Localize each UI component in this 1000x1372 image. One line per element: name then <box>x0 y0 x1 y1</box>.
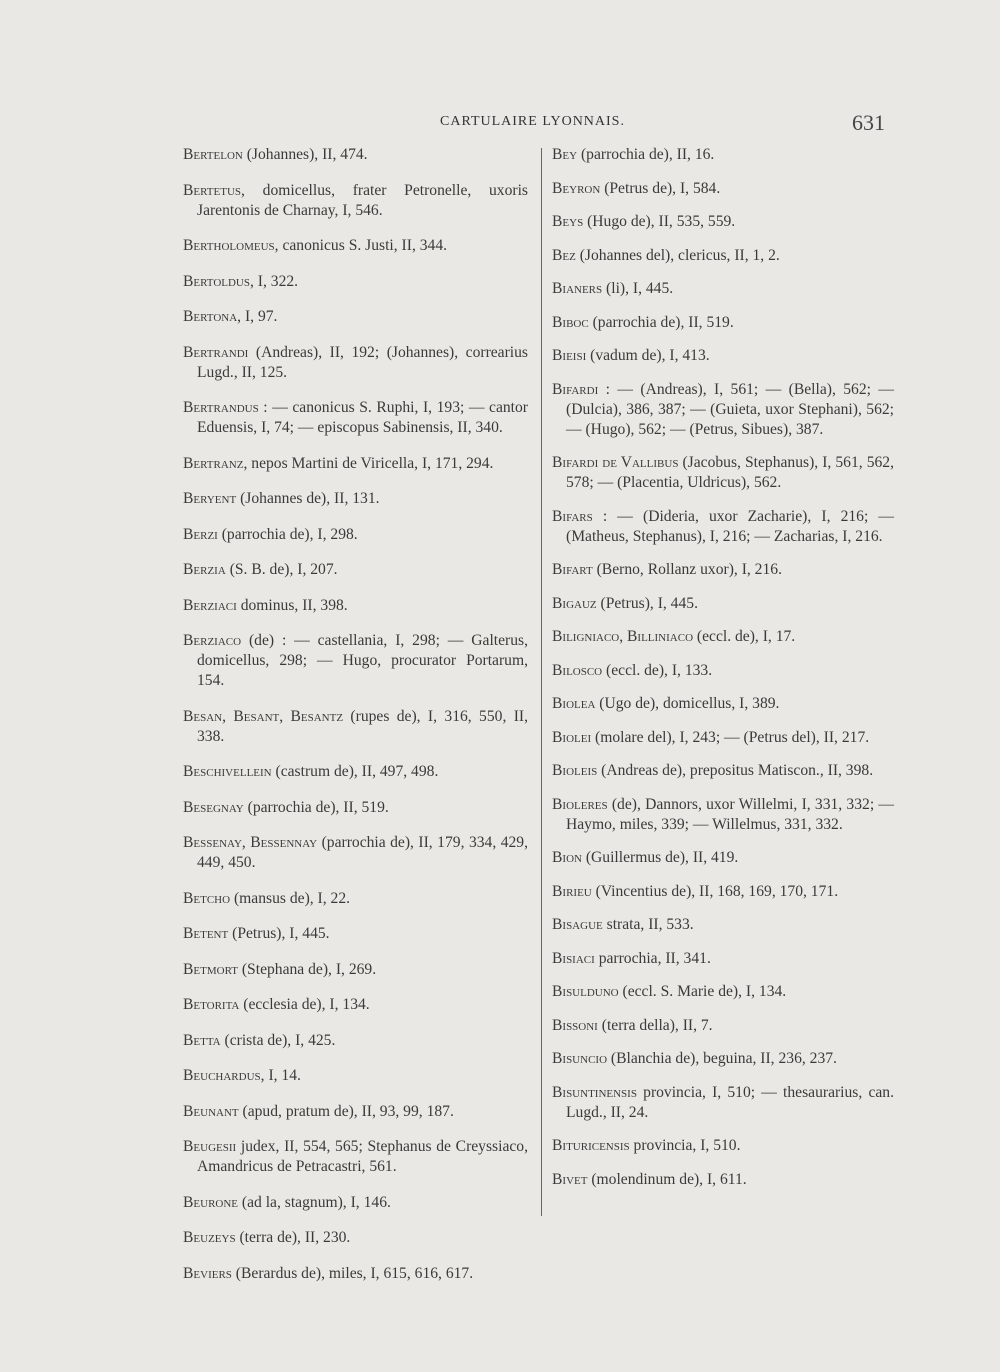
index-entry <box>183 707 528 747</box>
entry-text: (ad la, stagnum), I, 146. <box>238 1193 391 1211</box>
entry-headword: Bertrandi <box>183 343 249 361</box>
entry-text: (rupes de), I, 316, 550, II, 338. <box>197 707 528 745</box>
entry-headword: Birieu <box>552 882 592 900</box>
index-entry <box>552 507 894 547</box>
entry-text: (Jacobus, Stephanus), I, 561, 562, 578; — (Placentia, Uldricus), 562. <box>566 454 894 491</box>
entry-text: (S. B. de), I, 207. <box>225 561 338 578</box>
index-entry <box>552 1136 894 1156</box>
entry-headword: Bianers <box>552 280 603 297</box>
entry-headword: Bion <box>552 849 582 866</box>
index-entry <box>552 1083 894 1123</box>
index-entry <box>552 346 894 366</box>
index-entry <box>552 882 894 902</box>
entry-headword: Bioleres <box>552 795 608 813</box>
page-number: 631 <box>852 110 885 135</box>
entry-text: (crista de), I, 425. <box>220 1031 336 1049</box>
index-entry <box>183 1031 528 1051</box>
entry-headword: Bey <box>552 146 578 163</box>
entry-text: (parrochia de), II, 519. <box>588 313 734 331</box>
entry-text: (Andreas de), prepositus Matiscon., II, 398. <box>597 762 874 779</box>
entry-text: : — canonicus S. Ruphi, I, 193; — cantor Eduensis, I, 74; — episcopus Sabinensis, II, 340. <box>197 399 528 436</box>
entry-headword: Biolei <box>552 728 592 746</box>
entry-headword: Bertholomeus <box>183 237 275 254</box>
index-entry <box>183 307 528 327</box>
entry-headword: Bisulduno <box>552 983 619 1000</box>
index-entry <box>552 915 894 935</box>
index-entry <box>552 145 894 165</box>
index-entry <box>183 398 528 438</box>
index-entry <box>552 627 894 647</box>
index-entry <box>552 594 894 614</box>
entry-headword: Berziaci <box>183 596 237 614</box>
entry-text: (parrochia de), II, 519. <box>243 798 389 816</box>
entry-text: judex, II, 554, 565; Stephanus de Creyssiaco, Amandricus de Petracastri, 561. <box>197 1138 528 1175</box>
entry-headword: Beviers <box>183 1264 232 1282</box>
entry-headword: Bertona <box>183 308 238 325</box>
index-entry <box>552 848 894 868</box>
entry-headword: Bifardi de Vallibus <box>552 454 679 471</box>
index-entry <box>552 694 894 714</box>
index-entry <box>552 661 894 681</box>
entry-text: (Blanchia de), beguina, II, 236, 237. <box>607 1050 837 1067</box>
entry-headword: Bisiaci <box>552 949 595 967</box>
entry-headword: Biboc <box>552 313 589 331</box>
entry-headword: Biligniaco, Billiniaco <box>552 628 694 645</box>
entry-text: (parrochia de), II, 179, 334, 429, 449, 450. <box>197 834 528 871</box>
entry-text: dominus, II, 398. <box>236 596 348 614</box>
entry-text: (Ugo de), domicellus, I, 389. <box>595 695 780 712</box>
entry-text: strata, II, 533. <box>602 916 694 933</box>
index-entry <box>183 798 528 818</box>
index-entry <box>183 272 528 292</box>
index-entry <box>183 454 528 474</box>
index-entry <box>183 960 528 980</box>
entry-headword: Beryent <box>183 490 237 507</box>
index-entry <box>183 525 528 545</box>
entry-text: (eccl. de), I, 133. <box>602 661 713 679</box>
entry-text: : — (Dideria, uxor Zacharie), I, 216; — (Matheus, Stephanus), I, 216; — Zacharias, I, 216. <box>566 507 894 545</box>
entry-headword: Beurone <box>183 1193 239 1211</box>
entry-text: (Hugo de), II, 535, 559. <box>583 213 736 230</box>
entry-text: (eccl. S. Marie de), I, 134. <box>618 983 787 1000</box>
index-entry <box>183 995 528 1015</box>
entry-headword: Bivet <box>552 1170 588 1188</box>
entry-headword: Beuzeys <box>183 1229 236 1246</box>
index-entry <box>183 236 528 256</box>
index-entry <box>552 246 894 266</box>
entry-text: (Berardus de), miles, I, 615, 616, 617. <box>231 1264 474 1282</box>
index-entry <box>183 1228 528 1248</box>
index-entry <box>183 181 528 221</box>
entry-headword: Bisague <box>552 916 603 933</box>
entry-headword: Bieisi <box>552 347 587 364</box>
entry-headword: Betta <box>183 1031 221 1049</box>
index-entry <box>552 560 894 580</box>
entry-headword: Betcho <box>183 889 231 907</box>
entry-headword: Bisuncio <box>552 1050 608 1067</box>
entry-text: , nepos Martini de Viricella, I, 171, 294. <box>243 454 494 472</box>
entry-headword: Bez <box>552 246 576 264</box>
entry-headword: Bifart <box>552 561 593 578</box>
entry-headword: Bertrandus <box>183 399 259 416</box>
entry-headword: Biolea <box>552 695 596 712</box>
index-entry <box>552 279 894 299</box>
index-entry <box>552 212 894 232</box>
entry-text: , domicellus, frater Petronelle, uxoris Jarentonis de Charnay, I, 546. <box>197 181 528 219</box>
entry-headword: Bertetus <box>183 181 242 199</box>
index-entry <box>552 1016 894 1036</box>
index-column-left <box>183 145 528 1299</box>
index-entry <box>183 343 528 383</box>
index-entry <box>183 560 528 580</box>
entry-text: (Stephana de), I, 269. <box>237 960 377 978</box>
index-entry <box>183 1102 528 1122</box>
index-entry <box>552 1170 894 1190</box>
entry-headword: Bisuntinensis <box>552 1083 637 1101</box>
index-entry <box>552 982 894 1002</box>
entry-text: parrochia, II, 341. <box>594 949 711 967</box>
index-entry <box>183 889 528 909</box>
index-entry <box>552 313 894 333</box>
index-entry <box>183 489 528 509</box>
index-column-right <box>552 145 894 1203</box>
entry-headword: Beuchardus <box>183 1067 261 1084</box>
entry-text: , I, 322. <box>250 272 299 290</box>
entry-headword: Bifars <box>552 507 593 525</box>
entry-headword: Betent <box>183 925 229 942</box>
entry-text: (Guillermus de), II, 419. <box>581 849 739 866</box>
index-entry <box>183 1264 528 1284</box>
entry-text: , canonicus S. Justi, II, 344. <box>274 237 448 254</box>
entry-headword: Bertoldus <box>183 272 250 290</box>
entry-text: (terra della), II, 7. <box>597 1016 713 1034</box>
entry-text: (de), Dannors, uxor Willelmi, I, 331, 332; — Haymo, miles, 339; — Willelmus, 331, 332. <box>566 795 894 833</box>
entry-text: (Petrus), I, 445. <box>228 925 330 942</box>
index-entry <box>552 795 894 835</box>
index-entry <box>183 833 528 873</box>
entry-headword: Betorita <box>183 996 240 1013</box>
index-entry <box>183 924 528 944</box>
entry-headword: Bissoni <box>552 1016 598 1034</box>
entry-text: , I, 97. <box>237 308 278 325</box>
entry-headword: Beugesii <box>183 1138 237 1155</box>
entry-text: provincia, I, 510; — thesaurarius, can. Lugd., II, 24. <box>566 1083 894 1121</box>
entry-headword: Besegnay <box>183 798 244 816</box>
entry-text: (vadum de), I, 413. <box>586 347 710 364</box>
entry-headword: Bessenay, Bessennay <box>183 834 318 851</box>
entry-headword: Bertelon <box>183 146 243 163</box>
entry-text: (Johannes de), II, 131. <box>236 490 380 507</box>
column-divider <box>541 148 542 1216</box>
index-entry <box>552 380 894 440</box>
entry-headword: Bertranz <box>183 454 244 472</box>
entry-headword: Bituricensis <box>552 1137 630 1154</box>
entry-headword: Betmort <box>183 960 238 978</box>
entry-text: (Petrus de), I, 584. <box>600 179 721 197</box>
entry-text: (Vincentius de), II, 168, 169, 170, 171. <box>591 882 839 900</box>
running-header <box>0 110 1000 140</box>
entry-text: (mansus de), I, 22. <box>230 889 351 907</box>
entry-text: (molare del), I, 243; — (Petrus del), II, 217. <box>591 728 870 746</box>
entry-headword: Bioleis <box>552 762 598 779</box>
entry-text: (parrochia de), II, 16. <box>577 146 715 163</box>
entry-headword: Beyron <box>552 179 601 197</box>
entry-headword: Berzi <box>183 525 218 543</box>
entry-text: (parrochia de), I, 298. <box>217 525 358 543</box>
entry-text: : — (Andreas), I, 561; — (Bella), 562; — (Dulcia), 386, 387; — (Guieta, uxor Stephani), 562; — (Hugo), 562; — (Petrus, Sibues), 387. <box>566 380 894 438</box>
index-entry <box>552 949 894 969</box>
index-entry <box>183 762 528 782</box>
entry-headword: Bigauz <box>552 594 597 612</box>
entry-text: (ecclesia de), I, 134. <box>239 996 370 1013</box>
running-title: CARTULAIRE LYONNAIS. <box>440 114 625 129</box>
entry-headword: Berziaco <box>183 632 242 649</box>
entry-text: (Johannes del), clericus, II, 1, 2. <box>575 246 780 264</box>
entry-headword: Berzia <box>183 561 226 578</box>
entry-text: (Berno, Rollanz uxor), I, 216. <box>592 561 782 578</box>
entry-text: provincia, I, 510. <box>629 1137 741 1154</box>
entry-headword: Beunant <box>183 1102 239 1120</box>
index-entry <box>183 631 528 691</box>
index-entry <box>552 728 894 748</box>
entry-text: (eccl. de), I, 17. <box>693 628 796 645</box>
entry-text: (molendinum de), I, 611. <box>587 1170 747 1188</box>
entry-headword: Bilosco <box>552 661 603 679</box>
index-entry <box>183 1066 528 1086</box>
entry-text: (Petrus), I, 445. <box>596 594 698 612</box>
entry-headword: Besan, Besant, Besantz <box>183 707 344 725</box>
entry-text: (castrum de), II, 497, 498. <box>271 763 439 780</box>
index-entry <box>183 596 528 616</box>
entry-text: , I, 14. <box>260 1067 301 1084</box>
index-entry <box>552 453 894 493</box>
index-entry <box>183 1137 528 1177</box>
index-entry <box>552 1049 894 1069</box>
index-entry <box>183 145 528 165</box>
entry-text: (li), I, 445. <box>602 280 674 297</box>
entry-text: (terra de), II, 230. <box>235 1229 351 1246</box>
entry-headword: Bifardi <box>552 380 599 398</box>
entry-text: (apud, pratum de), II, 93, 99, 187. <box>238 1102 454 1120</box>
entry-text: (de) : — castellania, I, 298; — Galterus, domicellus, 298; — Hugo, procurator Portarum, 154. <box>197 632 528 689</box>
index-entry <box>552 179 894 199</box>
index-entry <box>552 761 894 781</box>
entry-headword: Beschivellein <box>183 763 272 780</box>
index-entry <box>183 1193 528 1213</box>
entry-headword: Beys <box>552 213 584 230</box>
entry-text: (Johannes), II, 474. <box>242 146 368 163</box>
entry-text: (Andreas), II, 192; (Johannes), correarius Lugd., II, 125. <box>197 343 528 381</box>
